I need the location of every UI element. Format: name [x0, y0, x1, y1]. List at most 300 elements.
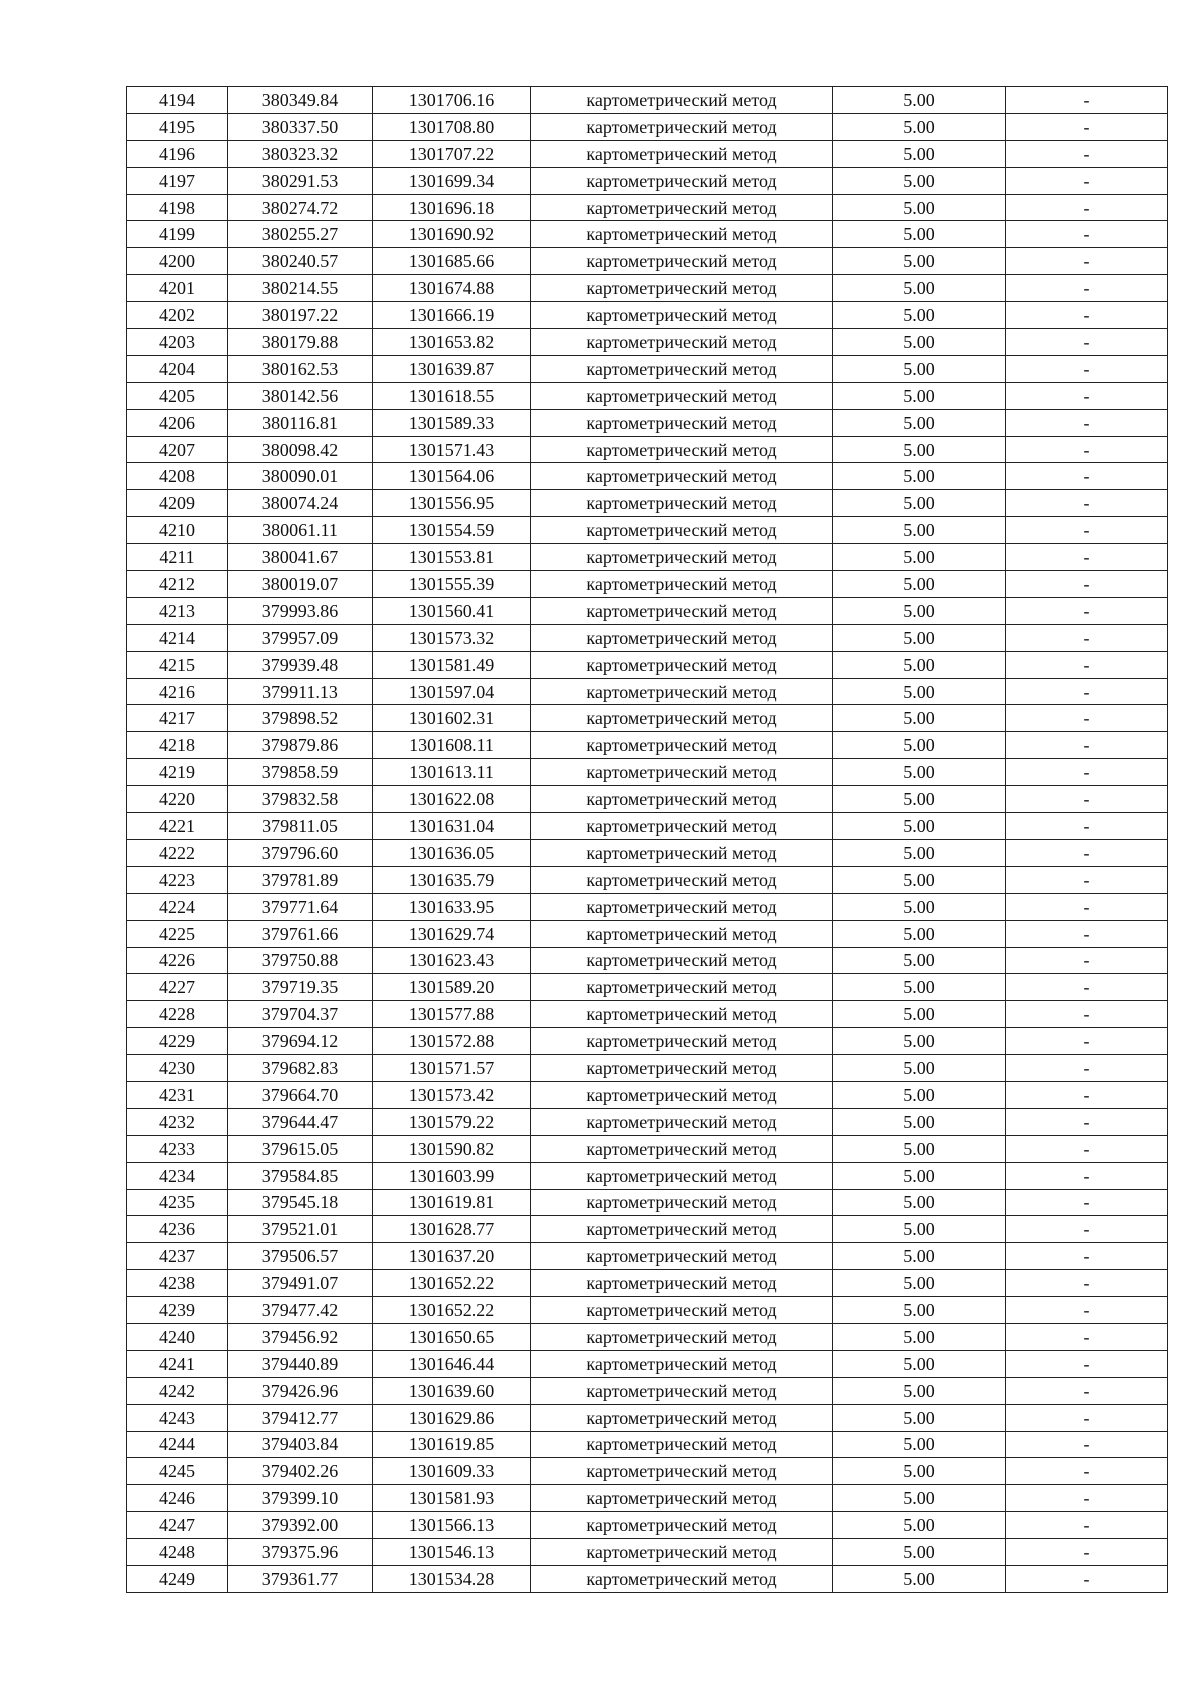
- accuracy-cell: 5.00: [833, 329, 1006, 356]
- y-coordinate-cell: 1301696.18: [373, 194, 531, 221]
- y-coordinate-cell: 1301690.92: [373, 221, 531, 248]
- accuracy-cell: 5.00: [833, 786, 1006, 813]
- x-coordinate-cell: 380179.88: [228, 329, 373, 356]
- accuracy-cell: 5.00: [833, 194, 1006, 221]
- y-coordinate-cell: 1301652.22: [373, 1297, 531, 1324]
- table-row: [127, 597, 1168, 624]
- method-cell: картометрический метод: [531, 974, 833, 1001]
- method-cell: картометрический метод: [531, 759, 833, 786]
- accuracy-cell: 5.00: [833, 1377, 1006, 1404]
- accuracy-cell: 5.00: [833, 1108, 1006, 1135]
- x-coordinate-cell: 379781.89: [228, 866, 373, 893]
- accuracy-cell: 5.00: [833, 1565, 1006, 1592]
- y-coordinate-cell: 1301619.81: [373, 1189, 531, 1216]
- point-number-cell: 4198: [127, 194, 228, 221]
- y-coordinate-cell: 1301571.57: [373, 1055, 531, 1082]
- table-row: [127, 893, 1168, 920]
- method-cell: картометрический метод: [531, 382, 833, 409]
- method-cell: картометрический метод: [531, 248, 833, 275]
- table-row: [127, 732, 1168, 759]
- table-row: [127, 1162, 1168, 1189]
- table-row: [127, 140, 1168, 167]
- x-coordinate-cell: 379644.47: [228, 1108, 373, 1135]
- point-number-cell: 4247: [127, 1512, 228, 1539]
- y-coordinate-cell: 1301589.20: [373, 974, 531, 1001]
- description-cell: -: [1006, 1350, 1168, 1377]
- table-row: [127, 1431, 1168, 1458]
- x-coordinate-cell: 380019.07: [228, 571, 373, 598]
- method-cell: картометрический метод: [531, 1189, 833, 1216]
- description-cell: -: [1006, 974, 1168, 1001]
- method-cell: картометрический метод: [531, 1485, 833, 1512]
- table-row: [127, 866, 1168, 893]
- y-coordinate-cell: 1301577.88: [373, 1001, 531, 1028]
- accuracy-cell: 5.00: [833, 1028, 1006, 1055]
- x-coordinate-cell: 379477.42: [228, 1297, 373, 1324]
- method-cell: картометрический метод: [531, 1350, 833, 1377]
- description-cell: -: [1006, 678, 1168, 705]
- method-cell: картометрический метод: [531, 1270, 833, 1297]
- point-number-cell: 4208: [127, 463, 228, 490]
- x-coordinate-cell: 380337.50: [228, 113, 373, 140]
- x-coordinate-cell: 380142.56: [228, 382, 373, 409]
- description-cell: -: [1006, 759, 1168, 786]
- point-number-cell: 4222: [127, 839, 228, 866]
- table-row: [127, 974, 1168, 1001]
- x-coordinate-cell: 379412.77: [228, 1404, 373, 1431]
- accuracy-cell: 5.00: [833, 140, 1006, 167]
- method-cell: картометрический метод: [531, 1539, 833, 1566]
- description-cell: -: [1006, 167, 1168, 194]
- table-row: [127, 302, 1168, 329]
- x-coordinate-cell: 379704.37: [228, 1001, 373, 1028]
- method-cell: картометрический метод: [531, 1565, 833, 1592]
- method-cell: картометрический метод: [531, 221, 833, 248]
- x-coordinate-cell: 380098.42: [228, 436, 373, 463]
- accuracy-cell: 5.00: [833, 382, 1006, 409]
- point-number-cell: 4199: [127, 221, 228, 248]
- description-cell: -: [1006, 571, 1168, 598]
- method-cell: картометрический метод: [531, 140, 833, 167]
- y-coordinate-cell: 1301619.85: [373, 1431, 531, 1458]
- point-number-cell: 4220: [127, 786, 228, 813]
- description-cell: -: [1006, 1404, 1168, 1431]
- y-coordinate-cell: 1301666.19: [373, 302, 531, 329]
- table-row: [127, 813, 1168, 840]
- table-row: [127, 1565, 1168, 1592]
- y-coordinate-cell: 1301572.88: [373, 1028, 531, 1055]
- point-number-cell: 4249: [127, 1565, 228, 1592]
- accuracy-cell: 5.00: [833, 1216, 1006, 1243]
- accuracy-cell: 5.00: [833, 167, 1006, 194]
- y-coordinate-cell: 1301566.13: [373, 1512, 531, 1539]
- point-number-cell: 4205: [127, 382, 228, 409]
- x-coordinate-cell: 379491.07: [228, 1270, 373, 1297]
- accuracy-cell: 5.00: [833, 1189, 1006, 1216]
- description-cell: -: [1006, 1108, 1168, 1135]
- table-row: [127, 1001, 1168, 1028]
- method-cell: картометрический метод: [531, 1081, 833, 1108]
- y-coordinate-cell: 1301708.80: [373, 113, 531, 140]
- point-number-cell: 4201: [127, 275, 228, 302]
- table-row: [127, 1512, 1168, 1539]
- accuracy-cell: 5.00: [833, 893, 1006, 920]
- method-cell: картометрический метод: [531, 302, 833, 329]
- y-coordinate-cell: 1301622.08: [373, 786, 531, 813]
- x-coordinate-cell: 379811.05: [228, 813, 373, 840]
- y-coordinate-cell: 1301631.04: [373, 813, 531, 840]
- table-row: [127, 275, 1168, 302]
- description-cell: -: [1006, 302, 1168, 329]
- table-row: [127, 355, 1168, 382]
- x-coordinate-cell: 379399.10: [228, 1485, 373, 1512]
- description-cell: -: [1006, 1135, 1168, 1162]
- method-cell: картометрический метод: [531, 194, 833, 221]
- point-number-cell: 4203: [127, 329, 228, 356]
- table-row: [127, 1323, 1168, 1350]
- point-number-cell: 4212: [127, 571, 228, 598]
- method-cell: картометрический метод: [531, 1108, 833, 1135]
- point-number-cell: 4229: [127, 1028, 228, 1055]
- description-cell: -: [1006, 329, 1168, 356]
- table-row: [127, 1485, 1168, 1512]
- x-coordinate-cell: 379440.89: [228, 1350, 373, 1377]
- method-cell: картометрический метод: [531, 1404, 833, 1431]
- table-row: [127, 544, 1168, 571]
- method-cell: картометрический метод: [531, 113, 833, 140]
- point-number-cell: 4194: [127, 87, 228, 114]
- accuracy-cell: 5.00: [833, 544, 1006, 571]
- x-coordinate-cell: 380162.53: [228, 355, 373, 382]
- point-number-cell: 4223: [127, 866, 228, 893]
- y-coordinate-cell: 1301564.06: [373, 463, 531, 490]
- accuracy-cell: 5.00: [833, 1485, 1006, 1512]
- method-cell: картометрический метод: [531, 866, 833, 893]
- point-number-cell: 4219: [127, 759, 228, 786]
- description-cell: -: [1006, 1458, 1168, 1485]
- method-cell: картометрический метод: [531, 1512, 833, 1539]
- table-row: [127, 1297, 1168, 1324]
- y-coordinate-cell: 1301609.33: [373, 1458, 531, 1485]
- x-coordinate-cell: 379521.01: [228, 1216, 373, 1243]
- table-row: [127, 87, 1168, 114]
- description-cell: -: [1006, 1189, 1168, 1216]
- description-cell: -: [1006, 490, 1168, 517]
- point-number-cell: 4221: [127, 813, 228, 840]
- x-coordinate-cell: 379771.64: [228, 893, 373, 920]
- accuracy-cell: 5.00: [833, 947, 1006, 974]
- method-cell: картометрический метод: [531, 409, 833, 436]
- description-cell: -: [1006, 1216, 1168, 1243]
- method-cell: картометрический метод: [531, 436, 833, 463]
- point-number-cell: 4226: [127, 947, 228, 974]
- accuracy-cell: 5.00: [833, 597, 1006, 624]
- point-number-cell: 4206: [127, 409, 228, 436]
- accuracy-cell: 5.00: [833, 436, 1006, 463]
- description-cell: -: [1006, 87, 1168, 114]
- description-cell: -: [1006, 1081, 1168, 1108]
- x-coordinate-cell: 379361.77: [228, 1565, 373, 1592]
- point-number-cell: 4237: [127, 1243, 228, 1270]
- table-row: [127, 1270, 1168, 1297]
- table-row: [127, 1081, 1168, 1108]
- point-number-cell: 4225: [127, 920, 228, 947]
- table-row: [127, 1189, 1168, 1216]
- table-row: [127, 705, 1168, 732]
- method-cell: картометрический метод: [531, 355, 833, 382]
- point-number-cell: 4238: [127, 1270, 228, 1297]
- table-row: [127, 382, 1168, 409]
- table-row: [127, 1216, 1168, 1243]
- description-cell: -: [1006, 1539, 1168, 1566]
- point-number-cell: 4209: [127, 490, 228, 517]
- description-cell: -: [1006, 463, 1168, 490]
- method-cell: картометрический метод: [531, 651, 833, 678]
- accuracy-cell: 5.00: [833, 759, 1006, 786]
- table-row: [127, 436, 1168, 463]
- description-cell: -: [1006, 624, 1168, 651]
- point-number-cell: 4224: [127, 893, 228, 920]
- x-coordinate-cell: 379719.35: [228, 974, 373, 1001]
- description-cell: -: [1006, 1323, 1168, 1350]
- table-row: [127, 490, 1168, 517]
- table-row: [127, 1377, 1168, 1404]
- y-coordinate-cell: 1301556.95: [373, 490, 531, 517]
- y-coordinate-cell: 1301635.79: [373, 866, 531, 893]
- accuracy-cell: 5.00: [833, 839, 1006, 866]
- table-row: [127, 839, 1168, 866]
- point-number-cell: 4197: [127, 167, 228, 194]
- y-coordinate-cell: 1301650.65: [373, 1323, 531, 1350]
- accuracy-cell: 5.00: [833, 866, 1006, 893]
- description-cell: -: [1006, 813, 1168, 840]
- description-cell: -: [1006, 544, 1168, 571]
- point-number-cell: 4241: [127, 1350, 228, 1377]
- y-coordinate-cell: 1301674.88: [373, 275, 531, 302]
- method-cell: картометрический метод: [531, 1323, 833, 1350]
- method-cell: картометрический метод: [531, 813, 833, 840]
- method-cell: картометрический метод: [531, 1431, 833, 1458]
- accuracy-cell: 5.00: [833, 1323, 1006, 1350]
- point-number-cell: 4239: [127, 1297, 228, 1324]
- accuracy-cell: 5.00: [833, 1404, 1006, 1431]
- description-cell: -: [1006, 866, 1168, 893]
- description-cell: -: [1006, 382, 1168, 409]
- y-coordinate-cell: 1301560.41: [373, 597, 531, 624]
- description-cell: -: [1006, 786, 1168, 813]
- table-row: [127, 678, 1168, 705]
- x-coordinate-cell: 379402.26: [228, 1458, 373, 1485]
- table-row: [127, 947, 1168, 974]
- description-cell: -: [1006, 1431, 1168, 1458]
- accuracy-cell: 5.00: [833, 813, 1006, 840]
- point-number-cell: 4244: [127, 1431, 228, 1458]
- y-coordinate-cell: 1301618.55: [373, 382, 531, 409]
- x-coordinate-cell: 379545.18: [228, 1189, 373, 1216]
- y-coordinate-cell: 1301629.74: [373, 920, 531, 947]
- table-row: [127, 1539, 1168, 1566]
- accuracy-cell: 5.00: [833, 732, 1006, 759]
- point-number-cell: 4227: [127, 974, 228, 1001]
- table-row: [127, 113, 1168, 140]
- x-coordinate-cell: 380291.53: [228, 167, 373, 194]
- method-cell: картометрический метод: [531, 732, 833, 759]
- x-coordinate-cell: 380116.81: [228, 409, 373, 436]
- description-cell: -: [1006, 113, 1168, 140]
- y-coordinate-cell: 1301639.60: [373, 1377, 531, 1404]
- table-row: [127, 1108, 1168, 1135]
- point-number-cell: 4248: [127, 1539, 228, 1566]
- table-row: [127, 409, 1168, 436]
- x-coordinate-cell: 379456.92: [228, 1323, 373, 1350]
- description-cell: -: [1006, 920, 1168, 947]
- y-coordinate-cell: 1301534.28: [373, 1565, 531, 1592]
- description-cell: -: [1006, 1270, 1168, 1297]
- description-cell: -: [1006, 436, 1168, 463]
- y-coordinate-cell: 1301603.99: [373, 1162, 531, 1189]
- method-cell: картометрический метод: [531, 517, 833, 544]
- point-number-cell: 4195: [127, 113, 228, 140]
- description-cell: -: [1006, 1377, 1168, 1404]
- x-coordinate-cell: 380349.84: [228, 87, 373, 114]
- method-cell: картометрический метод: [531, 893, 833, 920]
- method-cell: картометрический метод: [531, 839, 833, 866]
- point-number-cell: 4240: [127, 1323, 228, 1350]
- method-cell: картометрический метод: [531, 920, 833, 947]
- description-cell: -: [1006, 705, 1168, 732]
- x-coordinate-cell: 379664.70: [228, 1081, 373, 1108]
- accuracy-cell: 5.00: [833, 624, 1006, 651]
- description-cell: -: [1006, 355, 1168, 382]
- x-coordinate-cell: 379682.83: [228, 1055, 373, 1082]
- method-cell: картометрический метод: [531, 597, 833, 624]
- x-coordinate-cell: 380240.57: [228, 248, 373, 275]
- x-coordinate-cell: 380090.01: [228, 463, 373, 490]
- table-row: [127, 329, 1168, 356]
- accuracy-cell: 5.00: [833, 1270, 1006, 1297]
- point-number-cell: 4233: [127, 1135, 228, 1162]
- y-coordinate-cell: 1301685.66: [373, 248, 531, 275]
- accuracy-cell: 5.00: [833, 1081, 1006, 1108]
- accuracy-cell: 5.00: [833, 248, 1006, 275]
- table-row: [127, 651, 1168, 678]
- table-row: [127, 463, 1168, 490]
- y-coordinate-cell: 1301581.93: [373, 1485, 531, 1512]
- x-coordinate-cell: 380074.24: [228, 490, 373, 517]
- accuracy-cell: 5.00: [833, 1162, 1006, 1189]
- point-number-cell: 4242: [127, 1377, 228, 1404]
- x-coordinate-cell: 379426.96: [228, 1377, 373, 1404]
- point-number-cell: 4215: [127, 651, 228, 678]
- table-row: [127, 1458, 1168, 1485]
- x-coordinate-cell: 379506.57: [228, 1243, 373, 1270]
- method-cell: картометрический метод: [531, 1297, 833, 1324]
- point-number-cell: 4246: [127, 1485, 228, 1512]
- x-coordinate-cell: 379375.96: [228, 1539, 373, 1566]
- method-cell: картометрический метод: [531, 1001, 833, 1028]
- x-coordinate-cell: 380274.72: [228, 194, 373, 221]
- point-number-cell: 4207: [127, 436, 228, 463]
- description-cell: -: [1006, 1297, 1168, 1324]
- y-coordinate-cell: 1301546.13: [373, 1539, 531, 1566]
- description-cell: -: [1006, 1162, 1168, 1189]
- accuracy-cell: 5.00: [833, 974, 1006, 1001]
- x-coordinate-cell: 380197.22: [228, 302, 373, 329]
- description-cell: -: [1006, 1001, 1168, 1028]
- point-number-cell: 4228: [127, 1001, 228, 1028]
- x-coordinate-cell: 379761.66: [228, 920, 373, 947]
- method-cell: картометрический метод: [531, 571, 833, 598]
- point-number-cell: 4245: [127, 1458, 228, 1485]
- y-coordinate-cell: 1301629.86: [373, 1404, 531, 1431]
- point-number-cell: 4211: [127, 544, 228, 571]
- method-cell: картометрический метод: [531, 705, 833, 732]
- point-number-cell: 4210: [127, 517, 228, 544]
- point-number-cell: 4200: [127, 248, 228, 275]
- y-coordinate-cell: 1301633.95: [373, 893, 531, 920]
- x-coordinate-cell: 379832.58: [228, 786, 373, 813]
- accuracy-cell: 5.00: [833, 678, 1006, 705]
- point-number-cell: 4235: [127, 1189, 228, 1216]
- y-coordinate-cell: 1301555.39: [373, 571, 531, 598]
- method-cell: картометрический метод: [531, 624, 833, 651]
- point-number-cell: 4232: [127, 1108, 228, 1135]
- accuracy-cell: 5.00: [833, 1539, 1006, 1566]
- table-row: [127, 1350, 1168, 1377]
- accuracy-cell: 5.00: [833, 1431, 1006, 1458]
- accuracy-cell: 5.00: [833, 571, 1006, 598]
- method-cell: картометрический метод: [531, 1055, 833, 1082]
- point-number-cell: 4218: [127, 732, 228, 759]
- method-cell: картометрический метод: [531, 1162, 833, 1189]
- accuracy-cell: 5.00: [833, 463, 1006, 490]
- description-cell: -: [1006, 275, 1168, 302]
- accuracy-cell: 5.00: [833, 1350, 1006, 1377]
- accuracy-cell: 5.00: [833, 221, 1006, 248]
- accuracy-cell: 5.00: [833, 1001, 1006, 1028]
- point-number-cell: 4196: [127, 140, 228, 167]
- x-coordinate-cell: 379939.48: [228, 651, 373, 678]
- table-row: [127, 221, 1168, 248]
- y-coordinate-cell: 1301653.82: [373, 329, 531, 356]
- x-coordinate-cell: 379957.09: [228, 624, 373, 651]
- point-number-cell: 4217: [127, 705, 228, 732]
- point-number-cell: 4216: [127, 678, 228, 705]
- accuracy-cell: 5.00: [833, 1055, 1006, 1082]
- method-cell: картометрический метод: [531, 1028, 833, 1055]
- table-row: [127, 759, 1168, 786]
- description-cell: -: [1006, 248, 1168, 275]
- x-coordinate-cell: 380323.32: [228, 140, 373, 167]
- method-cell: картометрический метод: [531, 678, 833, 705]
- table-row: [127, 248, 1168, 275]
- y-coordinate-cell: 1301623.43: [373, 947, 531, 974]
- y-coordinate-cell: 1301646.44: [373, 1350, 531, 1377]
- description-cell: -: [1006, 221, 1168, 248]
- x-coordinate-cell: 379993.86: [228, 597, 373, 624]
- y-coordinate-cell: 1301573.42: [373, 1081, 531, 1108]
- y-coordinate-cell: 1301590.82: [373, 1135, 531, 1162]
- accuracy-cell: 5.00: [833, 651, 1006, 678]
- accuracy-cell: 5.00: [833, 275, 1006, 302]
- description-cell: -: [1006, 140, 1168, 167]
- point-number-cell: 4202: [127, 302, 228, 329]
- accuracy-cell: 5.00: [833, 705, 1006, 732]
- method-cell: картометрический метод: [531, 1243, 833, 1270]
- y-coordinate-cell: 1301639.87: [373, 355, 531, 382]
- x-coordinate-cell: 379694.12: [228, 1028, 373, 1055]
- point-number-cell: 4230: [127, 1055, 228, 1082]
